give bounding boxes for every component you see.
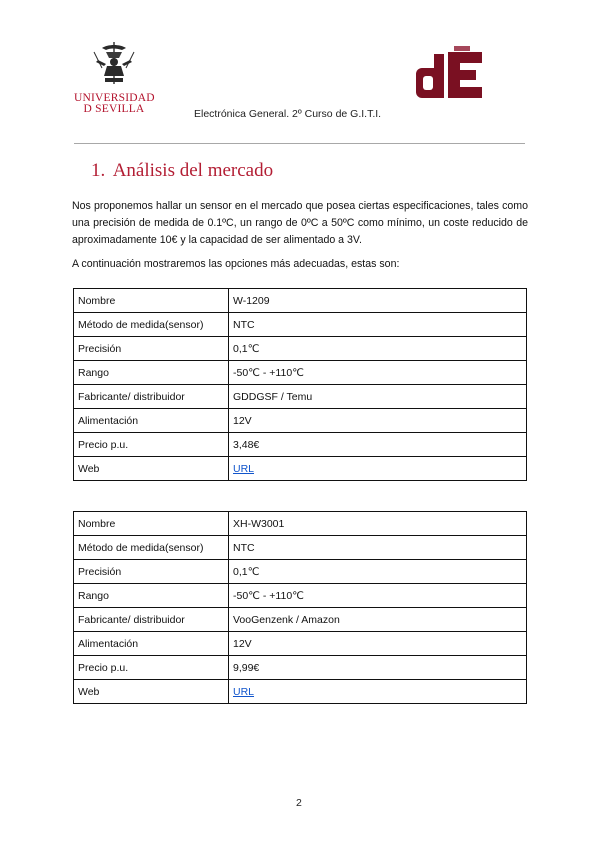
- table-row: [74, 361, 527, 385]
- row-label: Nombre: [74, 512, 229, 536]
- row-value: NTC: [229, 313, 527, 337]
- row-value: -50℃ - +110℃: [229, 361, 527, 385]
- table-row: [74, 433, 527, 457]
- table-row: [74, 457, 527, 481]
- university-name-line2: D SEVILLA: [83, 103, 145, 115]
- row-label: Alimentación: [74, 632, 229, 656]
- row-value: W-1209: [229, 289, 527, 313]
- table-row: [74, 608, 527, 632]
- row-label: Precio p.u.: [74, 433, 229, 457]
- table-row: [74, 536, 527, 560]
- row-value: NTC: [229, 536, 527, 560]
- options-intro: A continuación mostraremos las opciones más adecuadas, estas son:: [72, 258, 400, 270]
- product-link-2[interactable]: URL: [233, 685, 255, 698]
- university-name-line1: UNIVERSIDAD: [74, 92, 155, 104]
- row-value: 12V: [229, 632, 527, 656]
- table-row: [74, 313, 527, 337]
- table-row: [74, 680, 527, 704]
- row-value: XH-W3001: [229, 512, 527, 536]
- row-value: 12V: [229, 409, 527, 433]
- table-row: [74, 560, 527, 584]
- row-label: Fabricante/ distribuidor: [74, 608, 229, 632]
- row-label: Rango: [74, 361, 229, 385]
- department-logo: [414, 40, 486, 109]
- intro-paragraph: Nos proponemos hallar un sensor en el mercado que posea ciertas especificaciones, tales como una precisión de medida de 0.1ºC, un rango de 0ºC a 50ºC como mínimo, un coste reducido de aproximadamente 10€ y la capacidad de ser alimentado a 3V.: [72, 200, 528, 246]
- row-value: GDDGSF / Temu: [229, 385, 527, 409]
- row-label: Rango: [74, 584, 229, 608]
- table-row: [74, 656, 527, 680]
- section-title: Análisis del mercado: [112, 160, 274, 181]
- row-value-cell: [229, 680, 527, 704]
- page-number: 2: [296, 797, 302, 809]
- row-label: Precisión: [74, 560, 229, 584]
- row-label: Web: [74, 457, 229, 481]
- row-label: Web: [74, 680, 229, 704]
- row-value-cell: [229, 457, 527, 481]
- row-label: Método de medida(sensor): [74, 313, 229, 337]
- product-link-1[interactable]: URL: [233, 462, 255, 475]
- table-row: [74, 632, 527, 656]
- row-label: Alimentación: [74, 409, 229, 433]
- row-value: 0,1℃: [229, 337, 527, 361]
- university-logo: [74, 38, 154, 118]
- row-value: 0,1℃: [229, 560, 527, 584]
- row-value: VooGenzenk / Amazon: [229, 608, 527, 632]
- sensor-table-1: [73, 288, 527, 481]
- row-value: 9,99€: [229, 656, 527, 680]
- table-row: [74, 409, 527, 433]
- table-row: [74, 512, 527, 536]
- row-value: -50℃ - +110℃: [229, 584, 527, 608]
- row-value: 3,48€: [229, 433, 527, 457]
- giralda-emblem-icon: [88, 38, 140, 90]
- section-heading: [91, 160, 273, 182]
- row-label: Método de medida(sensor): [74, 536, 229, 560]
- table-row: [74, 385, 527, 409]
- table-row: [74, 584, 527, 608]
- header-divider: [74, 143, 525, 144]
- sensor-table-2: [73, 511, 527, 704]
- table-row: [74, 337, 527, 361]
- table-row: [74, 289, 527, 313]
- header-course-text: Electrónica General. 2º Curso de G.I.T.I.: [194, 108, 382, 120]
- de-logo-icon: [414, 40, 486, 104]
- row-label: Precio p.u.: [74, 656, 229, 680]
- row-label: Precisión: [74, 337, 229, 361]
- section-number: 1.: [91, 160, 106, 181]
- row-label: Fabricante/ distribuidor: [74, 385, 229, 409]
- row-label: Nombre: [74, 289, 229, 313]
